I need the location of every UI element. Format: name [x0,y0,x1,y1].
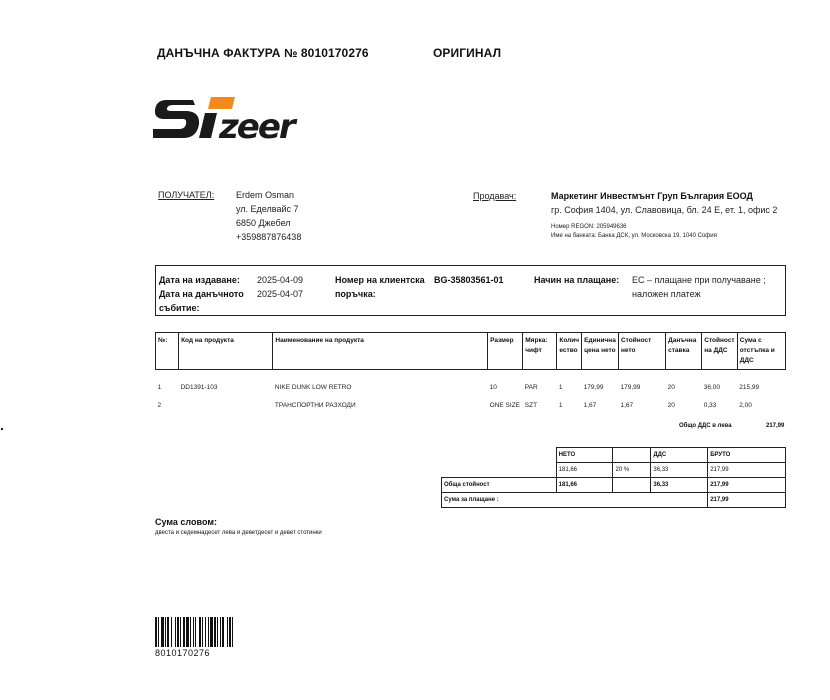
table-cell [179,396,273,414]
table-row [156,370,786,397]
table-cell: SZT [524,401,538,409]
summary-total-row [442,478,786,493]
summary-pay-row [442,493,786,508]
summary-row [442,463,786,478]
summary-gross: 217,99 [708,463,786,478]
invoice-info-box [155,265,786,316]
col-header: Наименование на продукта [273,333,488,370]
seller-regon: Номер REGON: 205949636 [551,224,627,230]
recipient-block [236,188,301,244]
col-header: Стойност на ДДС [702,333,738,370]
issue-date-label: Дата на издаване: [159,275,240,285]
svg-text:zeer: zeer [219,107,294,146]
recipient-label: ПОЛУЧАТЕЛ: [158,190,215,200]
barcode-number: 8010170276 [155,648,211,658]
sizeer-logo [153,94,328,146]
table-cell: 20 [667,401,675,409]
table-cell: 2 [157,401,162,409]
tax-event-label-2: събитие: [159,303,200,313]
col-header: Единична цена нето [582,333,619,370]
words-label: Сума словом: [155,517,217,527]
barcode-bar [233,617,234,647]
summary-header-vat: ДДС [651,448,708,463]
seller-bank: Име на банката: Банка ДСК, ул. Московска 19, 1040 София [551,233,717,239]
table-row [156,396,786,414]
table-cell: ONE SIZE [489,401,520,409]
items-header-row [156,333,786,370]
issue-date: 2025-04-09 [257,275,304,285]
col-header: Размер [488,333,523,370]
pay-label: Сума за плащане : [442,493,708,508]
total-label: Обща стойност [442,478,557,493]
payment-method-2: наложен платеж [632,289,701,299]
table-cell: 1 [558,401,563,409]
vat-total-value: 217,99 [766,423,785,429]
page-dot [1,428,3,430]
items-table [155,332,786,414]
table-cell: 179,99 [583,383,604,391]
table-cell: 215,99 [739,383,760,391]
summary-header-net: НЕТО [556,448,613,463]
invoice-title: ДАНЪЧНА ФАКТУРА № 8010170276 [157,46,369,60]
payment-method: EC – плащане при получаване ; [632,275,766,285]
table-cell: NIKE DUNK LOW RETRO [274,383,352,391]
total-gross: 217,99 [708,478,786,493]
summary-net: 181,66 [556,463,613,478]
summary-rate: 20 % [613,463,651,478]
table-cell: 1,67 [583,401,597,409]
table-cell: ТРАНСПОРТНИ РАЗХОДИ [274,401,356,409]
table-cell: PAR [524,383,538,391]
barcode [155,617,234,658]
order-number: BG-35803561-01 [434,275,504,285]
order-no-label-2: поръчка: [335,289,376,299]
summary-header-gross: БРУТО [708,448,786,463]
table-cell: 179,99 [620,383,641,391]
tax-event-label: Дата на данъчното [159,289,244,299]
table-cell: DD1391-103 [180,383,218,391]
recipient-street: ул. Еделвайс 7 [236,204,299,214]
barcode-bars [155,617,234,647]
tax-event-date: 2025-04-07 [257,289,304,299]
summary-vat: 36,33 [651,463,708,478]
table-cell: 1 [157,383,162,391]
words-text: двеста и седемнадесет лева и деветдесет и девет стотинки [155,530,322,536]
recipient-phone: +359887876438 [236,232,302,242]
seller-label: Продавач: [473,191,517,201]
order-no-label: Номер на клиентска [335,275,425,285]
recipient-city: 6850 Джебел [236,218,291,228]
table-cell: 36,00 [703,383,721,391]
table-cell: 10 [489,383,497,391]
col-header: Данъчна ставка [666,333,702,370]
table-cell: 0,33 [703,401,717,409]
summary-table [441,447,786,508]
vat-total-label: Общо ДДС в лева [679,423,732,429]
col-header: Код на продукта [179,333,273,370]
total-net: 181,66 [556,478,613,493]
table-cell: 20 [667,383,675,391]
payment-label: Начин на плащане: [534,275,620,285]
total-vat: 36,33 [651,478,708,493]
seller-name: Маркетинг Инвестмънт Груп България ЕООД [551,191,753,201]
table-cell: 1 [558,383,563,391]
seller-block [551,189,811,241]
seller-address: гр. София 1404, ул. Славовица, бл. 24 Е, ет. 1, офис 2 [551,205,778,215]
table-cell: 2,00 [739,401,752,409]
table-cell: 1,67 [620,401,634,409]
col-header: Сума с отстъпка и ДДС [737,333,785,370]
col-header: Колич ество [557,333,582,370]
col-header: Мярка: чифт [523,333,557,370]
summary-header-row [442,448,786,463]
original-label: ОРИГИНАЛ [433,46,502,60]
pay-value: 217,99 [708,493,786,508]
col-header: Стойност нето [618,333,665,370]
col-header: №: [156,333,179,370]
recipient-name: Erdem Osman [236,190,295,200]
